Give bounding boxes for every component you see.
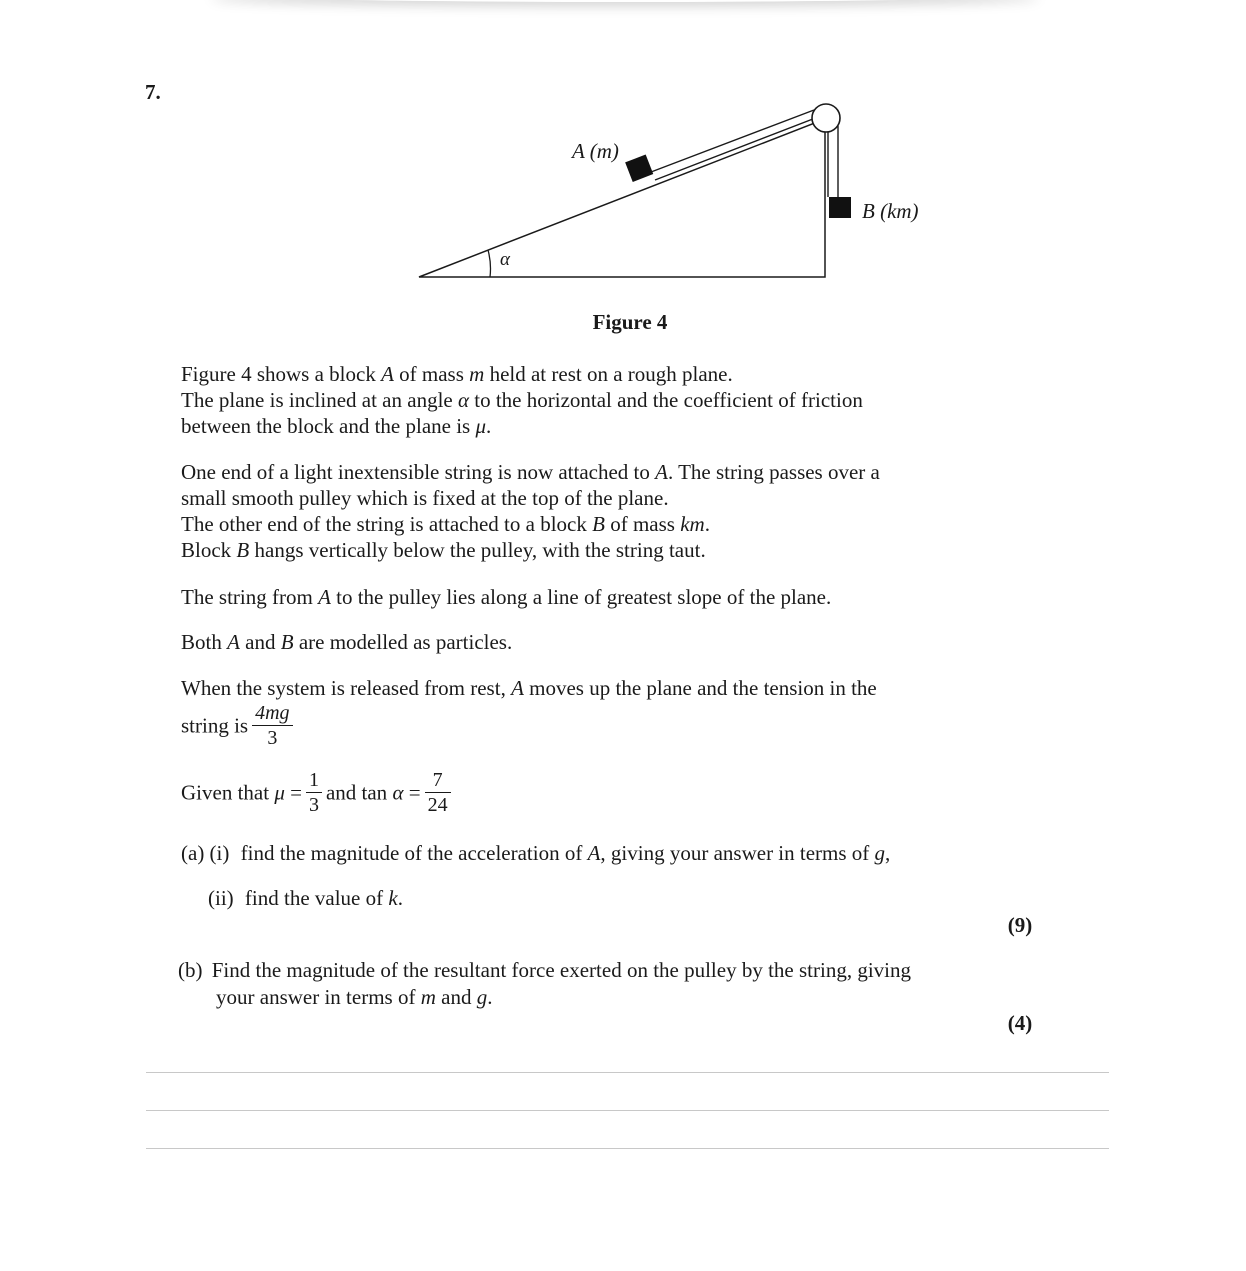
figure-4-diagram [410, 95, 940, 295]
p2-line-1: One end of a light inextensible string is now attached to A. The string passes over a [181, 460, 880, 484]
part-a-label: (a) (i) [181, 841, 230, 865]
part-b: (b) Find the magnitude of the resultant force exerted on the pulley by the string, giving [178, 958, 911, 982]
paragraph-tension: When the system is released from rest, A moves up the plane and the tension in the [181, 676, 877, 700]
pulley [812, 104, 840, 132]
label-block-a: A (m) [572, 139, 619, 163]
inclined-plane [419, 119, 825, 277]
figure-caption: Figure 4 [592, 310, 668, 334]
page-top-shadow [210, 0, 1040, 2]
paragraph-tension-line-2: string is $\frac{4mg}{3}$ [181, 702, 297, 749]
paragraph-slope: The string from A to the pulley lies along a line of greatest slope of the plane. [181, 585, 832, 609]
paragraph-string [181, 459, 880, 563]
answer-line[interactable] [146, 1110, 1109, 1111]
paragraph-particles: Both A and B are modelled as particles. [181, 630, 513, 654]
fraction-tan-alpha: $\frac{7}{24}$ [425, 769, 451, 816]
fraction-tension: $\frac{4mg}{3}$ [252, 702, 292, 749]
block-b [829, 197, 851, 218]
string-slope-upper [651, 110, 814, 172]
answer-line[interactable] [146, 1148, 1109, 1149]
paragraph-setup [181, 361, 863, 439]
answer-line[interactable] [146, 1072, 1109, 1073]
string-slope-lower [655, 117, 818, 180]
block-a [625, 154, 653, 182]
marks-part-a: (9) [1007, 913, 1033, 937]
p1-line-1: Figure 4 shows a block A of mass m held at rest on a rough plane. [181, 362, 733, 386]
p2-line-4: Block B hangs vertically below the pulley, with the string taut. [181, 538, 706, 562]
p2-line-3: The other end of the string is attached to a block B of mass km. [181, 512, 710, 536]
part-b-line-2: your answer in terms of m and g. [216, 985, 493, 1009]
angle-arc [488, 250, 490, 277]
question-number: 7. [145, 80, 161, 104]
fraction-mu: $\frac{1}{3}$ [306, 769, 322, 816]
p1-line-3: between the block and the plane is μ. [181, 414, 492, 438]
paragraph-given: Given that μ = $\frac{1}{3}$ and tan α = $\frac{7}{24}$ [181, 769, 455, 816]
part-b-label: (b) [178, 958, 203, 982]
part-a-i: (a) (i) find the magnitude of the acceleration of A, giving your answer in terms of g, [181, 841, 891, 865]
part-a-ii: (ii) find the value of k. [208, 886, 403, 910]
label-angle-alpha: α [500, 249, 510, 270]
p1-line-2: The plane is inclined at an angle α to the horizontal and the coefficient of friction [181, 388, 863, 412]
part-a-ii-label: (ii) [208, 886, 234, 910]
label-block-b: B (km) [862, 199, 919, 223]
marks-part-b: (4) [1007, 1011, 1033, 1035]
p2-line-2: small smooth pulley which is fixed at the top of the plane. [181, 486, 669, 510]
